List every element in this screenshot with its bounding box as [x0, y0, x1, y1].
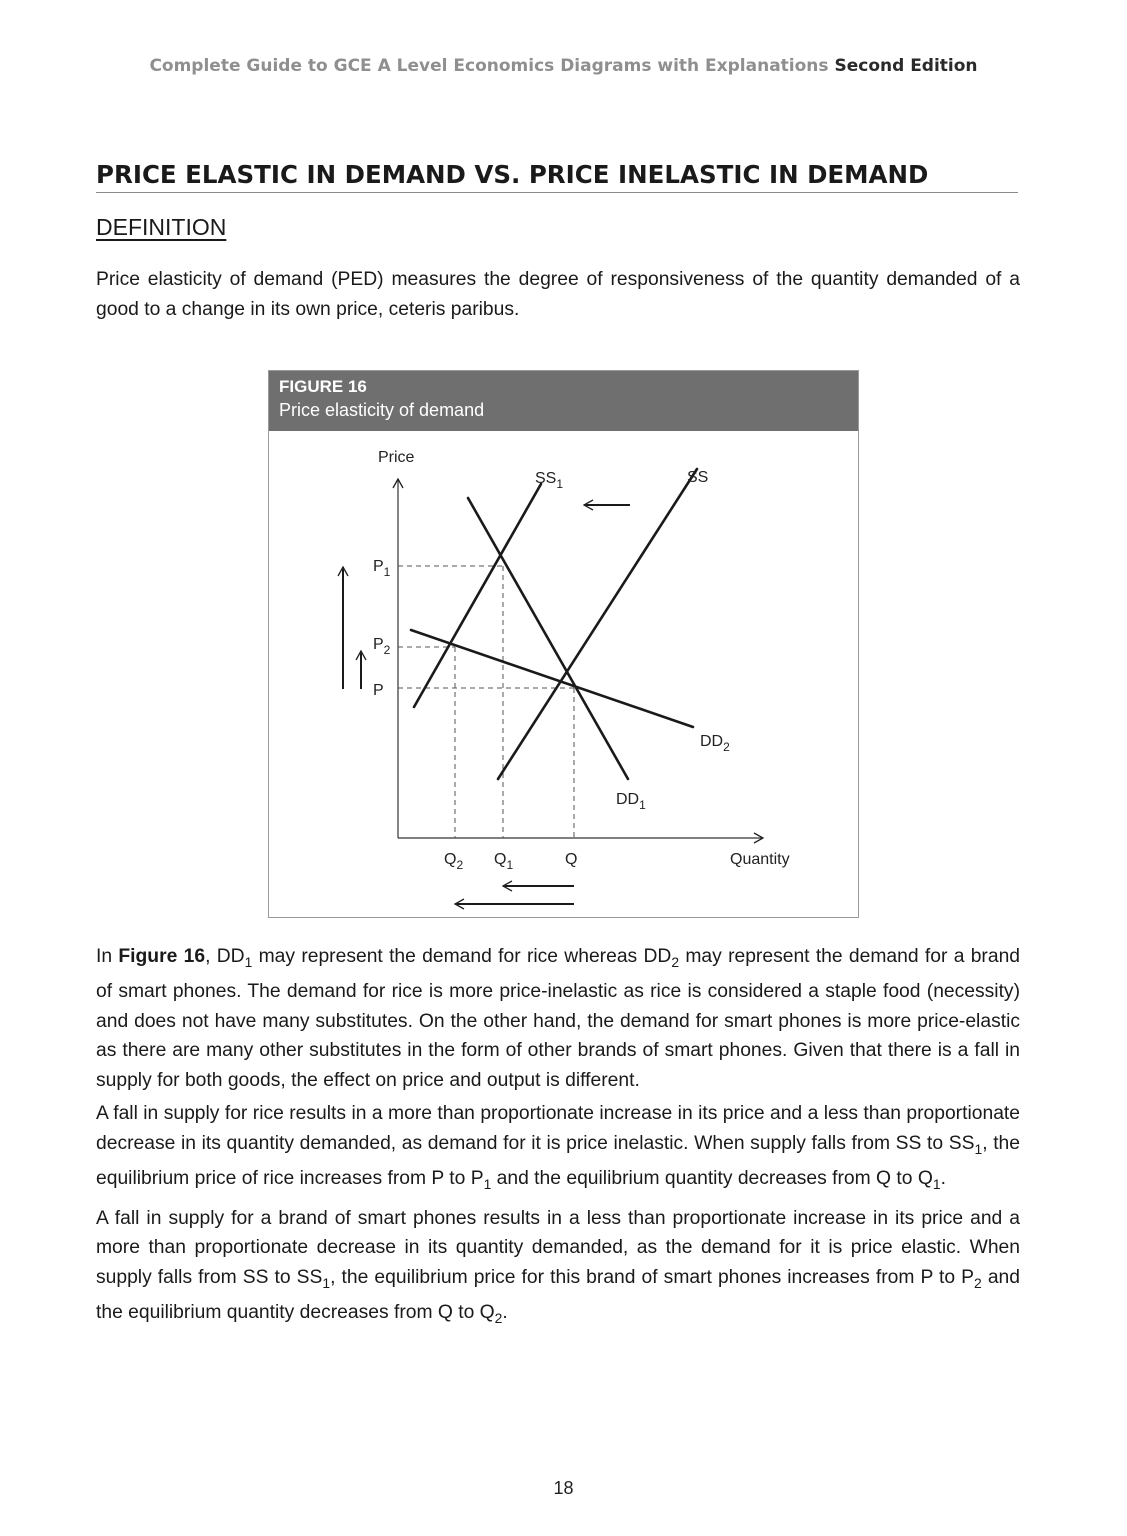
- ss-curve: [498, 469, 697, 779]
- paragraph-run: , the equilibrium price of rice increases from P to P: [96, 1132, 1021, 1190]
- paragraph-run: and the equilibrium quantity decreases from Q to Q: [491, 1168, 933, 1190]
- paragraph-run: may represent the demand for rice whereas DD: [252, 946, 672, 967]
- book-title: Complete Guide to GCE A Level Economics Diagrams with Explanations: [149, 56, 829, 76]
- paragraph-smart-phones: [96, 1204, 1020, 1334]
- edition-label: Second Edition: [834, 56, 978, 76]
- paragraph-run: 2: [494, 1309, 503, 1326]
- q1-label: $Q_1$: [494, 851, 514, 872]
- explanation-paragraphs: [96, 942, 1020, 1337]
- paragraph-run: 1: [483, 1176, 492, 1193]
- p1-label: $P_1$: [373, 558, 391, 579]
- paragraph-run: .: [502, 1301, 508, 1323]
- paragraph-run: 1: [932, 1176, 941, 1193]
- y-axis-label: Price: [378, 449, 415, 466]
- paragraph-run: 1: [244, 953, 253, 970]
- dd1-label: $DD_1$: [616, 791, 646, 812]
- paragraph-run: A fall in supply for rice results in a more than proportionate increase in its price and a less than proportionate decrease in its quantity demanded, as demand for it is price inelastic. When supply falls from SS to SS: [96, 1103, 1020, 1154]
- ss1-label: $SS_1$: [535, 470, 564, 491]
- q-label: Q: [565, 851, 578, 868]
- paragraph-run: 1: [974, 1140, 983, 1157]
- paragraph-run: may represent the demand for a brand of smart phones. The demand for rice is more price-inelastic as rice is considered a staple food (necessity) and does not have many substitutes. On the other hand, the demand for smart phones is more price-elastic as there are many other substitutes in the form of other brands of smart phones. Given that there is a fall in supply for both goods, the effect on price and output is different.: [96, 946, 1021, 1091]
- section-title: PRICE ELASTIC IN DEMAND VS. PRICE INELASTIC IN DEMAND: [96, 160, 1018, 193]
- dd2-label: $DD_2$: [700, 733, 730, 754]
- paragraph-rice: [96, 1099, 1020, 1199]
- paragraph-run: , DD: [205, 946, 245, 967]
- ped-diagram: [269, 371, 858, 917]
- paragraph-run: 2: [671, 953, 680, 970]
- dd1-curve: [468, 498, 628, 779]
- definition-text: Price elasticity of demand (PED) measures the degree of responsiveness of the quantity demanded of a good to a change in its own price, ceteris paribus.: [96, 269, 1020, 320]
- paragraph-run: A fall in supply for a brand of smart phones results in a less than proportionate increase in its price and a more than proportionate decrease in its quantity demanded, as the demand for it is price elastic. When supply falls from SS to SS: [96, 1207, 1020, 1288]
- x-axis-label: Quantity: [730, 851, 790, 868]
- figure-caption: Price elasticity of demand: [279, 400, 485, 420]
- p-label: P: [373, 682, 384, 699]
- paragraph-run: , the equilibrium price for this brand of smart phones increases from P to P: [330, 1266, 975, 1288]
- page-number: 18: [553, 1478, 574, 1498]
- ss1-curve: [414, 484, 541, 707]
- paragraph-run: and the equilibrium quantity decreases from Q to Q: [96, 1266, 1020, 1323]
- paragraph-run: 2: [974, 1274, 982, 1291]
- running-header: [0, 56, 1127, 76]
- q2-label: $Q_2$: [444, 851, 464, 872]
- paragraph-run: .: [940, 1168, 946, 1190]
- paragraph-run: 1: [322, 1274, 331, 1291]
- paragraph-figure-intro: [96, 942, 1020, 1095]
- paragraph-run: In: [96, 946, 119, 967]
- p2-label: $P_2$: [373, 636, 391, 657]
- ss-label: SS: [687, 469, 709, 486]
- figure-16: [268, 370, 859, 918]
- paragraph-run: Figure 16: [118, 946, 206, 967]
- definition-heading: DEFINITION: [96, 214, 227, 240]
- figure-label: FIGURE 16: [279, 377, 367, 396]
